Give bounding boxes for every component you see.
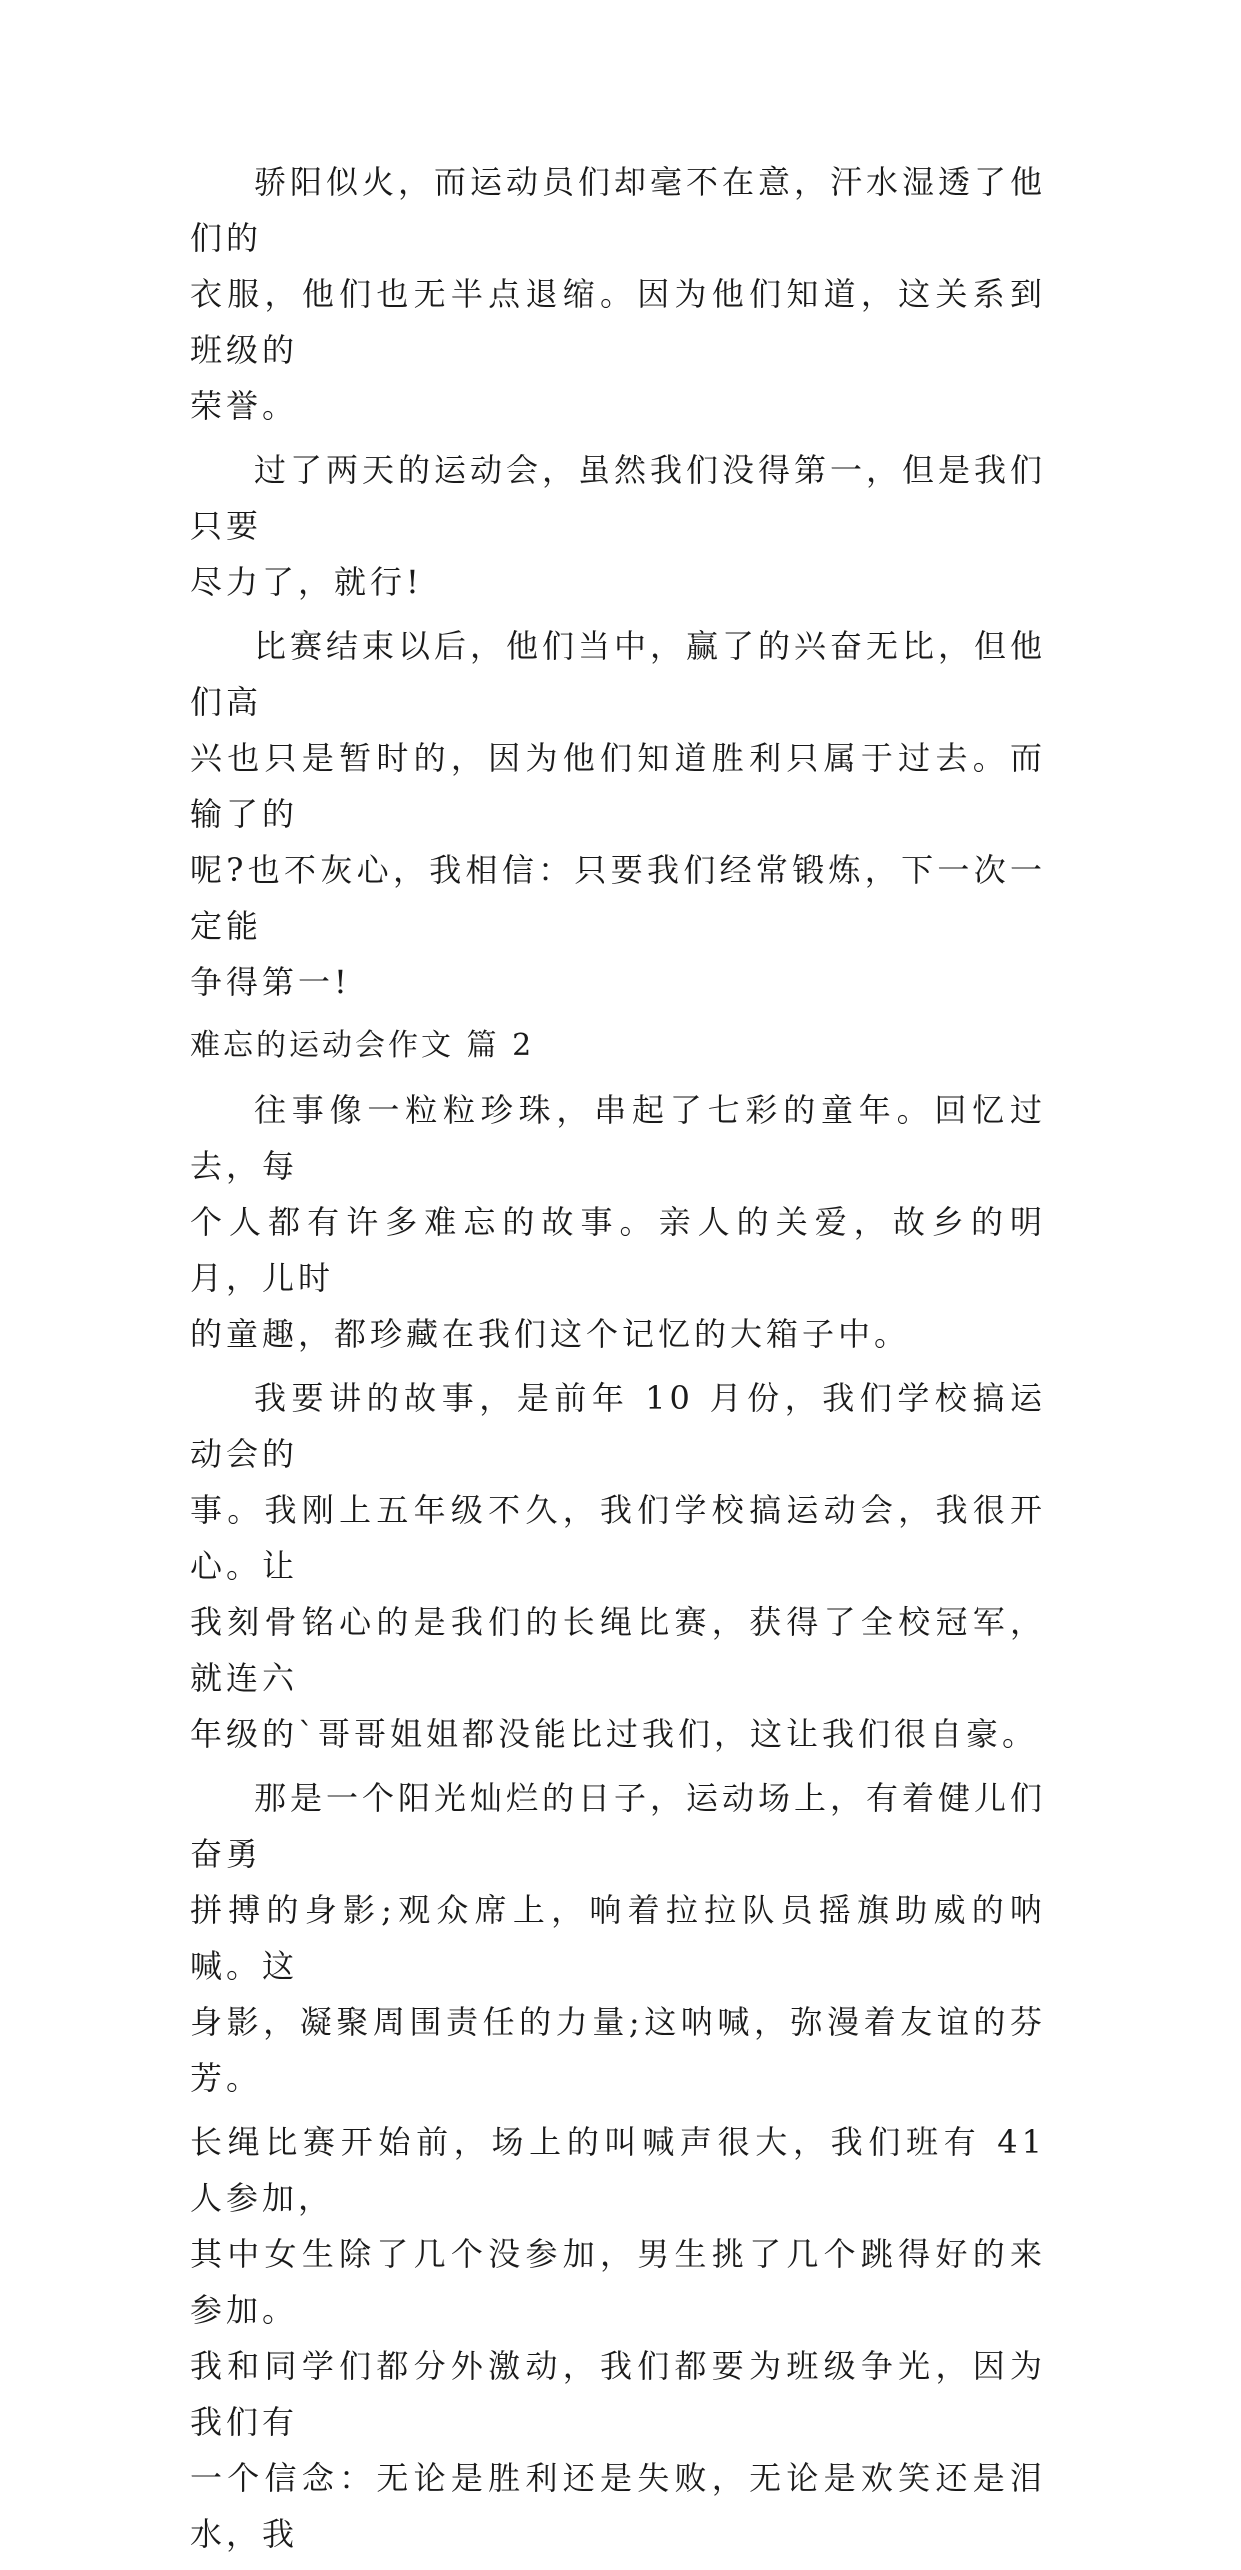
paragraph-4: 往事像一粒粒珍珠，串起了七彩的童年。回忆过去，每 个人都有许多难忘的故事。亲人的关爱，故乡的明月，儿时 的童趣，都珍藏在我们这个记忆的大箱子中。 [190,1091,1046,1353]
document-body [190,154,1046,2570]
paragraph-3: 比赛结束以后，他们当中，赢了的兴奋无比，但他们高 兴也只是暂时的，因为他们知道胜利只属于过去。而输了的 呢?也不灰心，我相信：只要我们经常锻炼，下一次一定能 争得第一! [190,627,1047,1001]
paragraph-6: 那是一个阳光灿烂的日子，运动场上，有着健儿们奋勇 拼搏的身影;观众席上，响着拉拉队员摇旗助威的呐喊。这 身影，凝聚周围责任的力量;这呐喊，弥漫着友谊的芬芳。 [190,1779,1047,2097]
section-heading: 难忘的运动会作文 篇 2 [190,1028,535,1063]
paragraph-1: 骄阳似火，而运动员们却毫不在意，汗水湿透了他们的 衣服，他们也无半点退缩。因为他们知道，这关系到班级的 荣誉。 [190,163,1047,425]
paragraph-7: 长绳比赛开始前，场上的叫喊声很大，我们班有 41 人参加， 其中女生除了几个没参加，男生挑了几个跳得好的来参加。 我和同学们都分外激动，我们都要为班级争光，因为我们有 一个信念：无论是胜利还是失败，无论是欢笑还是泪水，我 [190,2123,1046,2553]
paragraph-5: 我要讲的故事，是前年 10 月份，我们学校搞运动会的 事。我刚上五年级不久，我们学校搞运动会，我很开心。让 我刻骨铭心的是我们的长绳比赛，获得了全校冠军，就连六 年级的`哥哥姐姐都没能比过我们，这让我们很自豪。 [190,1379,1046,1753]
paragraph-2: 过了两天的运动会，虽然我们没得第一，但是我们只要 尽力了，就行! [190,451,1047,601]
